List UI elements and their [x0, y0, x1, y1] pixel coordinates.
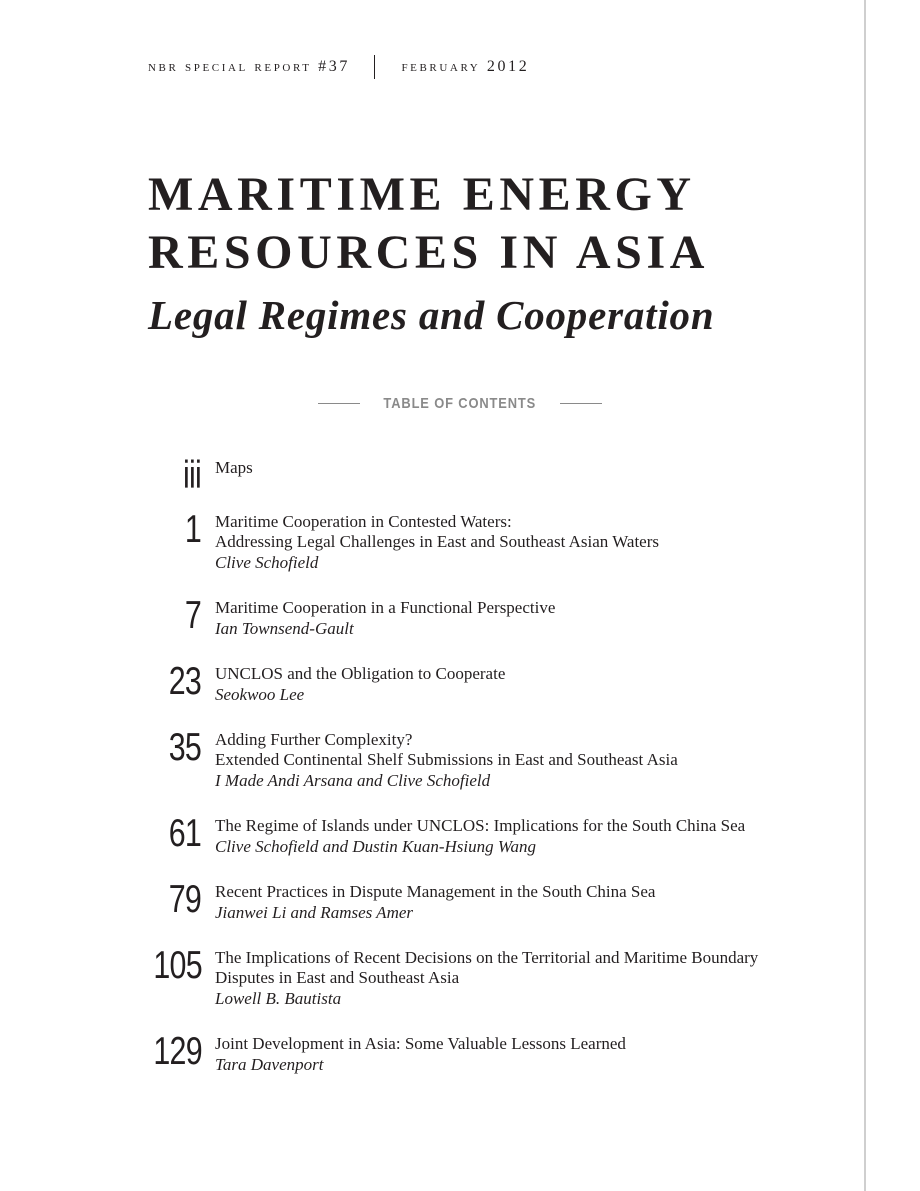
toc-page-number: 129: [153, 1030, 202, 1073]
toc-entry-text: [215, 882, 830, 924]
toc-heading-rule-left: [318, 403, 360, 405]
toc-entry-author: I Made Andi Arsana and Clive Schofield: [215, 771, 491, 790]
toc-entry-text: [215, 730, 830, 792]
toc-page-number: 35: [168, 726, 201, 769]
title-line-1: MARITIME ENERGY: [148, 168, 696, 221]
toc-entry-title: Adding Further Complexity?: [215, 730, 413, 749]
report-subtitle: Legal Regimes and Cooperation: [148, 292, 715, 338]
report-title: [148, 166, 709, 282]
toc-entry-text: [215, 1034, 830, 1076]
title-line-2: RESOURCES IN ASIA: [148, 226, 710, 279]
toc-entry-title: Maps: [215, 458, 253, 477]
toc-entry-title-continued: Extended Continental Shelf Submissions in East and Southeast Asia: [215, 750, 678, 769]
toc-entry-author: Clive Schofield and Dustin Kuan-Hsiung Wang: [215, 837, 536, 856]
toc-entry-author: Seokwoo Lee: [215, 685, 305, 704]
toc-entry-title: Recent Practices in Dispute Management in the South China Sea: [215, 882, 656, 901]
toc-entry-author: Clive Schofield: [215, 553, 319, 572]
toc-heading: [0, 395, 920, 412]
toc-entry-text: [215, 598, 830, 640]
toc-entry-author: Ian Townsend-Gault: [215, 619, 354, 638]
toc-page-number: 7: [184, 594, 201, 637]
toc-page-number: 1: [184, 508, 201, 551]
toc-entry-title: The Regime of Islands under UNCLOS: Implications for the South China Sea: [215, 816, 746, 835]
report-number: nbr special report #37: [148, 58, 350, 75]
toc-entry-author: Lowell B. Bautista: [215, 989, 342, 1008]
toc-entry-title: Joint Development in Asia: Some Valuable Lessons Learned: [215, 1034, 626, 1053]
toc-entry-text: [215, 458, 830, 478]
header-separator: [374, 55, 376, 79]
toc-heading-rule-right: [560, 403, 602, 405]
toc-page-number: 105: [153, 944, 202, 987]
toc-entry-text: [215, 816, 830, 858]
toc-entry-author: Tara Davenport: [215, 1055, 324, 1074]
toc-entry-title: Maritime Cooperation in Contested Waters:: [215, 512, 512, 531]
report-header: [148, 56, 529, 78]
toc-entry-text: [215, 664, 830, 706]
toc-entry-title-continued: Disputes in East and Southeast Asia: [215, 968, 460, 987]
toc-entry-title: UNCLOS and the Obligation to Cooperate: [215, 664, 506, 683]
report-date: february 2012: [401, 58, 530, 75]
toc-page-number: 23: [168, 660, 201, 703]
toc-entry-text: [215, 948, 830, 1010]
toc-entry-author: Jianwei Li and Ramses Amer: [215, 903, 414, 922]
toc-page-number: iii: [183, 454, 201, 497]
toc-entry-title: Maritime Cooperation in a Functional Perspective: [215, 598, 556, 617]
toc-page-number: 61: [168, 812, 201, 855]
toc-entry-title: The Implications of Recent Decisions on the Territorial and Maritime Boundary: [215, 948, 759, 967]
toc-entry-title-continued: Addressing Legal Challenges in East and Southeast Asian Waters: [215, 532, 660, 551]
toc-page-number: 79: [168, 878, 201, 921]
toc-heading-label: TABLE OF CONTENTS: [383, 395, 537, 412]
page-edge-rule: [864, 0, 866, 1191]
toc-entry-text: [215, 512, 830, 574]
